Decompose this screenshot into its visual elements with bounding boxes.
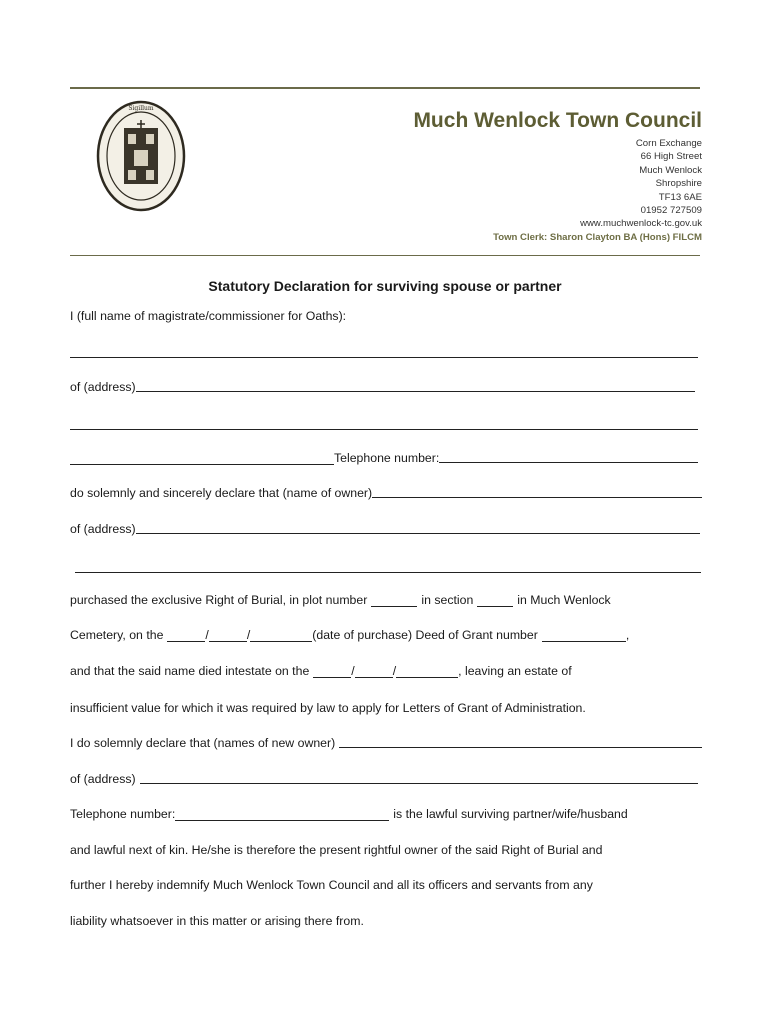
death-year-field[interactable] [396, 666, 458, 678]
death-day-field[interactable] [313, 666, 351, 678]
section-field[interactable] [477, 595, 513, 607]
telephone-label: Telephone number: [334, 451, 440, 465]
of-address-label: of (address) [70, 772, 136, 786]
new-owner-label: I do solemnly declare that (names of new owner) [70, 736, 336, 750]
deed-text: (date of purchase) Deed of Grant number [312, 628, 538, 642]
header-bottom-rule [70, 255, 700, 256]
phone-number: 01952 727509 [640, 205, 702, 217]
address-row-3 [70, 772, 698, 786]
purchased-text: purchased the exclusive Right of Burial, in plot number [70, 593, 368, 607]
deed-number-field[interactable] [542, 630, 626, 642]
address-line: 66 High Street [640, 151, 702, 163]
purchase-row [70, 593, 702, 607]
town-clerk: Town Clerk: Sharon Clayton BA (Hons) FILCM [493, 231, 702, 243]
address-line: Corn Exchange [635, 138, 702, 149]
magistrate-address-field[interactable] [136, 380, 695, 392]
much-wenlock-text: in Much Wenlock [517, 593, 611, 607]
magistrate-name-field[interactable] [70, 357, 698, 358]
next-of-kin-text: and lawful next of kin. He/she is therefore the present rightful owner of the said Right of Burial and [70, 843, 603, 857]
address-line: TF13 6AE [658, 191, 702, 203]
website-link[interactable]: www.muchwenlock-tc.gov.uk [580, 218, 702, 230]
address-row-1 [70, 380, 695, 394]
of-address-label: of (address) [70, 522, 136, 536]
purchase-year-field[interactable] [250, 630, 312, 642]
form-title: Statutory Declaration for surviving spouse or partner [208, 278, 562, 294]
new-owner-address-field[interactable] [140, 772, 698, 784]
magistrate-address-field-2[interactable] [70, 429, 698, 430]
owner-address-field[interactable] [136, 522, 700, 534]
magistrate-label: I (full name of magistrate/commissioner for Oaths): [70, 309, 347, 323]
lawful-partner-text: is the lawful surviving partner/wife/husband [393, 807, 628, 821]
magistrate-address-field-3[interactable] [70, 453, 334, 465]
address-row-2 [70, 522, 700, 536]
purchase-month-field[interactable] [209, 630, 247, 642]
indemnify-text: further I hereby indemnify Much Wenlock Town Council and all its officers and servants from any [70, 878, 593, 892]
council-name: Much Wenlock Town Council [413, 109, 702, 132]
council-address [493, 137, 702, 244]
new-owner-row [70, 736, 702, 750]
cemetery-text: Cemetery, on the [70, 628, 164, 642]
death-month-field[interactable] [355, 666, 393, 678]
magistrate-telephone-field[interactable] [439, 451, 698, 463]
telephone-label: Telephone number: [70, 807, 176, 821]
insufficient-text: insufficient value for which it was required by law to apply for Letters of Grant of Administration. [70, 701, 586, 715]
died-row: and that the said name died intestate on the / / , leaving an estate of [70, 664, 572, 678]
address-line: Much Wenlock [639, 164, 702, 176]
address-line: Shropshire [655, 178, 702, 190]
purchase-day-field[interactable] [167, 630, 205, 642]
telephone-row-1 [70, 451, 698, 465]
header-top-rule [70, 87, 700, 89]
estate-text: , leaving an estate of [458, 664, 572, 678]
new-owner-name-field[interactable] [339, 736, 702, 748]
svg-text:Sigillum: Sigillum [128, 105, 154, 112]
died-text: and that the said name died intestate on the [70, 664, 310, 678]
new-owner-telephone-field[interactable] [175, 809, 389, 821]
declare-label: do solemnly and sincerely declare that (name of owner) [70, 486, 373, 500]
cemetery-row: Cemetery, on the / / (date of purchase) Deed of Grant number , [70, 628, 630, 642]
plot-number-field[interactable] [371, 595, 417, 607]
telephone-row-2 [70, 807, 702, 821]
section-text: in section [421, 593, 474, 607]
owner-name-field[interactable] [372, 486, 702, 498]
liability-text: liability whatsoever in this matter or arising there from. [70, 914, 364, 928]
of-address-label: of (address) [70, 380, 136, 394]
town-seal-logo [96, 100, 186, 212]
declare-row [70, 486, 702, 500]
owner-address-field-2[interactable] [75, 572, 701, 573]
